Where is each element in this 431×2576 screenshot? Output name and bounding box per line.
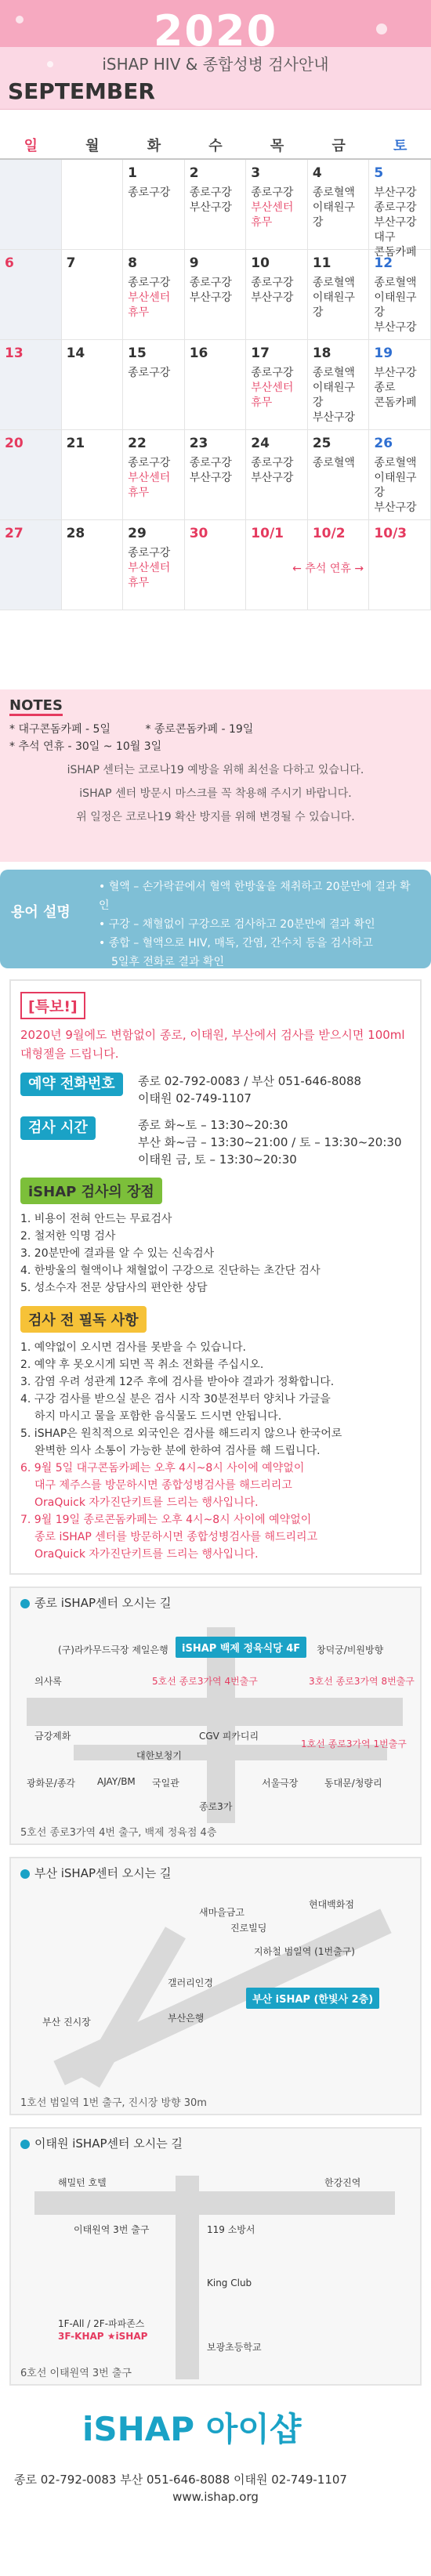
note-jongno: * 종로콘돔카페 - 19일 xyxy=(145,723,254,736)
calendar-date: 18 xyxy=(312,346,331,361)
calendar-cell xyxy=(0,250,62,340)
map-label: 해밀턴 호텔 xyxy=(58,2177,107,2188)
calendar-date: 14 xyxy=(66,346,85,361)
year-title: 2020 xyxy=(153,6,278,56)
calendar-event: 부산구강 xyxy=(374,367,417,379)
calendar-event: 이태원구강 xyxy=(312,291,355,319)
map-label: 서울극장 xyxy=(262,1778,299,1789)
map-label: 부산 진시장 xyxy=(42,2017,91,2028)
calendar-cell xyxy=(246,250,308,340)
read-item: OraQuick 자가진단키트를 드리는 행사입니다. xyxy=(34,1496,259,1509)
read-item: 7. 9월 19일 종로콘돔카페는 오후 4시~8시 사이에 예약없이 xyxy=(20,1514,312,1526)
calendar-event: 부산구강 xyxy=(374,321,417,334)
read-item: OraQuick 자가진단키트를 드리는 행사입니다. xyxy=(34,1548,259,1561)
calendar-event: 종로혈액 xyxy=(312,277,355,289)
map-label: 3F-KHAP ★iSHAP xyxy=(58,2331,148,2342)
calendar-cell xyxy=(62,160,124,250)
map-label: 금강제화 xyxy=(34,1731,71,1742)
read-item: 종로 iSHAP 센터를 방문하시면 종합성병검사를 해드리리고 xyxy=(34,1531,318,1543)
calendar-date: 5 xyxy=(374,165,384,181)
special-intro: 2020년 9월에도 변함없이 종로, 이태원, 부산에서 검사를 받으시면 100ml 대형젤을 드립니다. xyxy=(20,1028,405,1061)
footer-url[interactable]: www.ishap.org xyxy=(172,2490,259,2504)
read-item: 5. iSHAP은 원칙적으로 외국인은 검사를 해드리지 않으나 한국어로 xyxy=(20,1427,342,1440)
read-pill: 검사 전 필독 사항 xyxy=(20,1306,147,1333)
merit-item: 2. 철저한 익명 검사 xyxy=(20,1230,116,1243)
day-fri: 금 xyxy=(331,138,346,154)
road xyxy=(34,2191,395,2215)
calendar-date: 29 xyxy=(128,526,147,541)
special-tag: [특보!] xyxy=(20,992,85,1019)
calendar-date: 20 xyxy=(5,436,24,451)
calendar-event: 종로혈액 xyxy=(374,277,417,289)
calendar-cell xyxy=(62,430,124,520)
calendar-cell xyxy=(185,340,247,430)
map-label: 1F-All / 2F-파파존스 xyxy=(58,2318,145,2329)
calendar-cell xyxy=(308,160,370,250)
calendar-date: 10 xyxy=(251,255,270,271)
calendar-cell xyxy=(369,250,431,340)
calendar-event: 종로구강 xyxy=(128,186,171,199)
map-label: 이태원역 3번 출구 xyxy=(74,2224,150,2235)
calendar-cell xyxy=(123,250,185,340)
phone-section xyxy=(20,1073,411,1107)
calendar-event: 부산센터 xyxy=(128,562,171,574)
calendar-cell xyxy=(185,250,247,340)
map-label: 보광초등학교 xyxy=(207,2342,262,2353)
calendar-date: 17 xyxy=(251,346,270,361)
glossary-box xyxy=(0,870,431,968)
calendar-event: 종로 xyxy=(374,382,396,394)
holiday-label: ← 추석 연휴 → xyxy=(292,563,364,575)
map-itaewon-foot: 6호선 이태원역 3번 출구 xyxy=(20,2368,132,2379)
calendar-event: 이태원구강 xyxy=(374,291,417,319)
calendar-event: 종로구강 xyxy=(189,457,232,469)
calendar-date: 10/1 xyxy=(251,526,284,541)
calendar-cell xyxy=(246,160,308,250)
calendar-event: 부산구강 xyxy=(251,291,294,304)
calendar-date: 3 xyxy=(251,165,261,181)
glossary-item: • 혈액 – 손가락끝에서 혈액 한방울을 채취하고 20분만에 결과 확인 xyxy=(99,881,411,912)
note-daegu: * 대구콘돔카페 - 5일 xyxy=(9,723,110,736)
map-busan xyxy=(9,1857,422,2115)
calendar-date: 2 xyxy=(189,165,199,181)
merit-list xyxy=(20,1210,411,1297)
calendar-event: 부산구강 xyxy=(374,186,417,199)
calendar-event: 부산센터 xyxy=(128,291,171,304)
map-label: 한강진역 xyxy=(324,2177,361,2188)
map-label: 창덕궁/비원방향 xyxy=(317,1644,384,1655)
map-label: AJAY/BM xyxy=(97,1776,136,1787)
calendar-date: 13 xyxy=(5,346,24,361)
notice-msg-3: 위 일정은 코로나19 확산 방지를 위해 변경될 수 있습니다. xyxy=(76,811,355,823)
calendar-event: 종로구강 xyxy=(251,277,294,289)
map-jongno xyxy=(9,1586,422,1845)
day-tue: 화 xyxy=(147,138,161,154)
merit-item: 4. 한방울의 혈액이나 채혈없이 구강으로 진단하는 초간단 검사 xyxy=(20,1264,321,1277)
calendar-date: 1 xyxy=(128,165,137,181)
location-icon xyxy=(20,1869,30,1879)
calendar-date: 23 xyxy=(189,436,208,451)
calendar-cell xyxy=(0,520,62,610)
merit-item: 5. 성소수자 전문 상담사의 편안한 상담 xyxy=(20,1282,208,1294)
merit-section xyxy=(20,1178,411,1297)
day-sat: 토 xyxy=(393,138,407,154)
calendar-cell xyxy=(123,160,185,250)
footer-phones: 종로 02-792-0083 부산 051-646-8088 이태원 02-749-1107 xyxy=(14,2473,347,2487)
calendar-event: 종로혈액 xyxy=(312,186,355,199)
merit-item: 3. 20분만에 결과를 알 수 있는 신속검사 xyxy=(20,1247,215,1260)
calendar-event: 종로구강 xyxy=(128,457,171,469)
calendar-cell xyxy=(0,160,62,250)
calendar-event: 부산구강 xyxy=(251,472,294,484)
day-wed: 수 xyxy=(208,138,223,154)
calendar-date: 7 xyxy=(66,255,76,271)
glossary-items xyxy=(99,877,418,971)
ishap-pin: 부산 iSHAP (한빛사 2층) xyxy=(246,1988,379,2009)
calendar-date: 25 xyxy=(312,436,331,451)
day-sun: 일 xyxy=(24,138,38,154)
calendar-event: 콘돔카페 xyxy=(374,396,417,409)
calendar-date: 30 xyxy=(189,526,208,541)
calendar-cell xyxy=(185,160,247,250)
calendar-date: 28 xyxy=(66,526,85,541)
calendar-event: 부산구강 xyxy=(189,472,232,484)
calendar-cell xyxy=(308,430,370,520)
read-item: 하지 마시고 물을 포함한 음식물도 드시면 안됩니다. xyxy=(34,1410,282,1423)
calendar-event: 부산구강 xyxy=(374,216,417,229)
map-busan-foot: 1호선 범일역 1번 출구, 진시장 방향 30m xyxy=(20,2097,207,2109)
calendar-date: 26 xyxy=(374,436,393,451)
calendar-cell xyxy=(185,520,247,610)
calendar-date: 8 xyxy=(128,255,137,271)
calendar-event: 종로구강 xyxy=(128,547,171,559)
calendar-cell xyxy=(0,430,62,520)
calendar-cell xyxy=(308,520,370,610)
glossary-item: 5일후 전화로 결과 확인 xyxy=(111,956,224,968)
map-itaewon-title: 이태원 iSHAP센터 오시는 길 xyxy=(11,2129,420,2158)
calendar-event: 부산구강 xyxy=(312,411,355,424)
footer xyxy=(0,2396,431,2576)
calendar-date: 16 xyxy=(189,346,208,361)
map-label: 부산은행 xyxy=(168,2013,205,2024)
map-label: 현대백화점 xyxy=(309,1899,354,1910)
read-item: 3. 감염 우려 성관계 12주 후에 검사를 받아야 결과가 정확합니다. xyxy=(20,1376,335,1388)
calendar-event: 종로혈액 xyxy=(312,367,355,379)
calendar-event: 부산구강 xyxy=(374,501,417,514)
road xyxy=(176,2176,199,2379)
map-jongno-title: 종로 iSHAP센터 오시는 길 xyxy=(11,1588,420,1617)
calendar-event: 부산구강 xyxy=(189,291,232,304)
phone-line: 종로 02-792-0083 / 부산 051-646-8088 xyxy=(138,1074,362,1088)
phone-line: 이태원 02-749-1107 xyxy=(138,1091,252,1105)
calendar-date: 21 xyxy=(66,436,85,451)
calendar-date: 19 xyxy=(374,346,393,361)
map-label: 1호선 종로3가역 1번출구 xyxy=(301,1738,407,1749)
ishap-logo: iSHAP 아이샵 xyxy=(82,2410,302,2448)
location-icon xyxy=(20,2140,30,2149)
special-box xyxy=(9,979,422,1575)
notes-box xyxy=(0,689,431,862)
calendar-cell xyxy=(308,340,370,430)
calendar-event: 부산센터 xyxy=(128,472,171,484)
calendar-cell xyxy=(123,430,185,520)
glossary-item: • 종합 – 혈액으로 HIV, 매독, 간염, 간수치 등을 검사하고 xyxy=(99,937,373,950)
glossary-item: • 구강 – 채혈없이 구강으로 검사하고 20분만에 결과 확인 xyxy=(99,918,375,931)
time-pill: 검사 시간 xyxy=(20,1116,96,1140)
calendar-date: 27 xyxy=(5,526,24,541)
map-itaewon xyxy=(9,2127,422,2386)
calendar-cell xyxy=(0,340,62,430)
calendar-date: 10/3 xyxy=(374,526,407,541)
calendar-date: 4 xyxy=(312,165,322,181)
calendar-event: 부산센터 xyxy=(251,382,294,394)
calendar-cell xyxy=(62,520,124,610)
calendar-date: 12 xyxy=(374,255,393,271)
ishap-pin: iSHAP 백제 정육식당 4F xyxy=(176,1637,306,1658)
calendar-grid xyxy=(0,160,431,610)
map-label: 국일관 xyxy=(152,1778,179,1789)
calendar-cell xyxy=(123,520,185,610)
calendar-event: 부산센터 xyxy=(251,201,294,214)
calendar-event: 휴무 xyxy=(251,216,273,229)
map-label: (구)라카무드극장 제일은행 xyxy=(58,1644,168,1655)
calendar-event: 종로혈액 xyxy=(312,457,355,469)
map-label: 광화문/종각 xyxy=(27,1778,76,1789)
calendar-event: 휴무 xyxy=(128,577,150,589)
calendar-date: 9 xyxy=(189,255,199,271)
calendar xyxy=(0,133,431,610)
calendar-date: 6 xyxy=(5,255,14,271)
read-item: 6. 9월 5일 대구콘돔카페는 오후 4시~8시 사이에 예약없이 xyxy=(20,1462,305,1474)
map-label: 종로3가 xyxy=(199,1801,233,1812)
calendar-cell xyxy=(369,340,431,430)
calendar-date: 11 xyxy=(312,255,331,271)
calendar-event: 종로구강 xyxy=(189,186,232,199)
time-line: 부산 화~금 – 13:30~21:00 / 토 – 13:30~20:30 xyxy=(138,1135,402,1149)
calendar-cell xyxy=(246,340,308,430)
calendar-event: 콘돔카페 xyxy=(374,246,417,259)
read-item: 2. 예약 후 못오시게 되면 꼭 취소 전화를 주십시오. xyxy=(20,1359,264,1371)
calendar-cell xyxy=(369,430,431,520)
read-item: 완벽한 의사 소통이 가능한 분에 한하여 검사를 해 드립니다. xyxy=(34,1445,321,1457)
calendar-date: 24 xyxy=(251,436,270,451)
time-section xyxy=(20,1116,411,1168)
calendar-event: 이태원구강 xyxy=(312,201,355,229)
calendar-cell xyxy=(185,430,247,520)
map-label: King Club xyxy=(207,2278,252,2288)
day-mon: 월 xyxy=(85,138,100,154)
calendar-event: 이태원구강 xyxy=(374,472,417,499)
calendar-cell xyxy=(369,520,431,610)
calendar-event: 종로구강 xyxy=(251,457,294,469)
notes-title: NOTES xyxy=(9,697,63,716)
calendar-event: 이태원구강 xyxy=(312,382,355,409)
time-line: 종로 화~토 – 13:30~20:30 xyxy=(138,1118,288,1132)
calendar-day-header xyxy=(0,133,431,160)
map-label: 대한보청기 xyxy=(136,1750,182,1761)
read-item: 1. 예약없이 오시면 검사를 못받을 수 있습니다. xyxy=(20,1341,246,1354)
time-line: 이태원 금, 토 – 13:30~20:30 xyxy=(138,1152,297,1167)
calendar-event: 휴무 xyxy=(128,306,150,319)
calendar-event: 휴무 xyxy=(251,396,273,409)
merit-pill: iSHAP 검사의 장점 xyxy=(20,1178,162,1204)
map-label: 지하철 범일역 (1번출구) xyxy=(254,1946,355,1957)
calendar-event: 부산구강 xyxy=(189,201,232,214)
notice-msg-1: iSHAP 센터는 코로나19 예방을 위해 최선을 다하고 있습니다. xyxy=(67,764,364,776)
calendar-event: 휴무 xyxy=(128,487,150,499)
read-list xyxy=(20,1339,411,1563)
map-label: CGV 피카디리 xyxy=(199,1731,259,1742)
calendar-cell xyxy=(123,340,185,430)
map-label: 의사록 xyxy=(34,1676,62,1687)
calendar-cell xyxy=(246,430,308,520)
calendar-event: 대구 xyxy=(374,231,396,244)
page-subtitle: iSHAP HIV & 종합성병 검사안내 xyxy=(102,55,329,74)
calendar-date: 15 xyxy=(128,346,147,361)
map-busan-title: 부산 iSHAP센터 오시는 길 xyxy=(11,1858,420,1887)
calendar-date: 10/2 xyxy=(312,526,346,541)
map-jongno-foot: 5호선 종로3가역 4번 출구, 백제 정육점 4층 xyxy=(20,1827,217,1839)
calendar-event: 종로혈액 xyxy=(374,457,417,469)
calendar-event: 종로구강 xyxy=(189,277,232,289)
calendar-event: 종로구강 xyxy=(251,186,294,199)
calendar-date: 22 xyxy=(128,436,147,451)
map-label: 동대문/청량리 xyxy=(324,1778,382,1789)
map-label: 5호선 종로3가역 4번출구 xyxy=(152,1676,258,1687)
read-item: 대구 제주스를 방문하시면 종합성병검사를 해드리리고 xyxy=(34,1479,292,1492)
note-holiday: * 추석 연휴 - 30일 ~ 10월 3일 xyxy=(9,740,162,753)
map-label: 새마을금고 xyxy=(199,1907,244,1918)
map-label: 갤러리인경 xyxy=(168,1977,213,1988)
glossary-label: 용어 설명 xyxy=(11,904,71,921)
map-label: 3호선 종로3가역 8번출구 xyxy=(309,1676,415,1687)
calendar-event: 종로구강 xyxy=(251,367,294,379)
notice-msg-2: iSHAP 센터 방문시 마스크를 꼭 착용해 주시기 바랍니다. xyxy=(79,787,352,800)
header xyxy=(0,0,431,110)
calendar-cell xyxy=(308,250,370,340)
calendar-event: 종로구강 xyxy=(374,201,417,214)
map-label: 진로빌딩 xyxy=(230,1923,267,1934)
day-thu: 목 xyxy=(270,138,284,154)
calendar-cell xyxy=(62,340,124,430)
month-title: SEPTEMBER xyxy=(8,78,155,104)
merit-item: 1. 비용이 전혀 안드는 무료검사 xyxy=(20,1213,172,1225)
map-label: 119 소방서 xyxy=(207,2224,255,2235)
calendar-event: 종로구강 xyxy=(128,367,171,379)
read-item: 4. 구강 검사를 받으실 분은 검사 시작 30분전부터 양치나 가글을 xyxy=(20,1393,331,1406)
calendar-cell xyxy=(369,160,431,259)
calendar-cell xyxy=(62,250,124,340)
phone-pill: 예약 전화번호 xyxy=(20,1073,123,1096)
notes-row xyxy=(9,721,422,738)
location-icon xyxy=(20,1599,30,1608)
read-section xyxy=(20,1306,411,1563)
calendar-event: 종로구강 xyxy=(128,277,171,289)
